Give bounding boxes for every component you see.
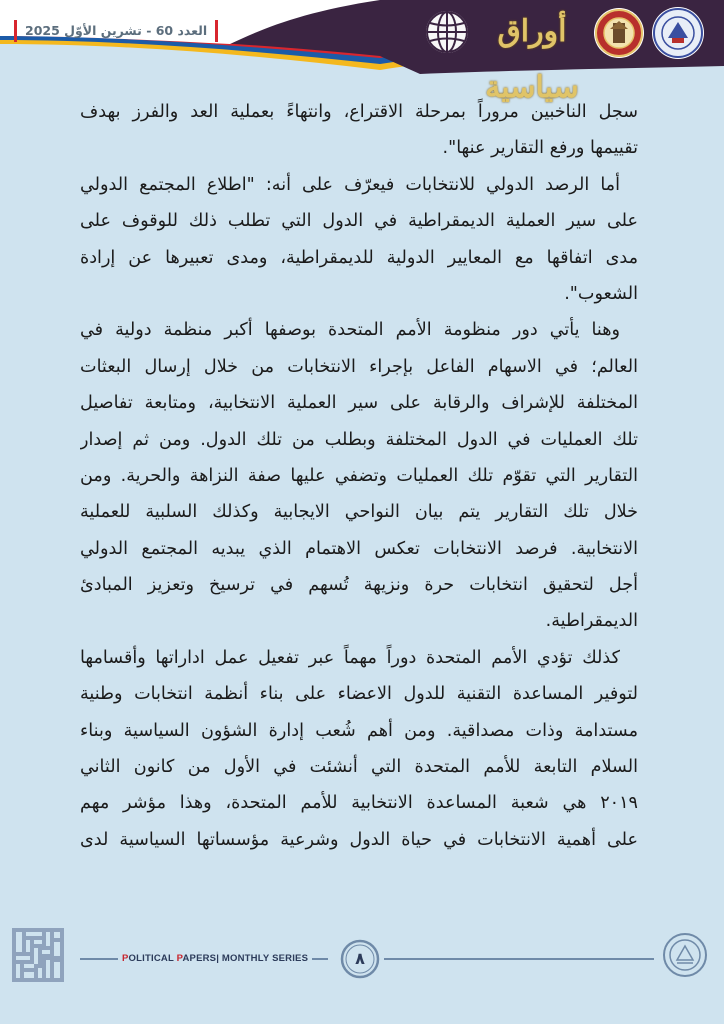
- series-label-initial: P: [122, 953, 129, 964]
- text-line: سجل الناخبين مروراً بمرحلة الاقتراع، وانتهاءً بعملية العد والفرز بهدف: [80, 102, 638, 122]
- institution-seal-icon: [593, 7, 645, 59]
- text-line: وهنا يأتي دور منظومة الأمم المتحدة بوصفها أكبر منظمة دولية في: [80, 320, 620, 341]
- issue-label: العدد 60 - تشرين الأوّل 2025: [14, 20, 218, 42]
- series-label: [118, 950, 312, 968]
- series-label-word: | MONTHLY SERIES: [216, 953, 309, 964]
- text-line: أما الرصد الدولي للانتخابات فيعرّف على أنه: "اطلاع المجتمع الدولي: [80, 174, 620, 195]
- article-body: [80, 94, 638, 858]
- text-line: المختلفة للإشراف والرقابة على سير العملية الانتخابية، ومتابعة تفاصيل: [80, 393, 638, 414]
- page-number: ٨: [355, 949, 365, 968]
- text-line: على أهمية الانتخابات في حياة الدول وشرعية مؤسساتها السياسية لدى: [80, 829, 638, 850]
- university-seal-icon: [651, 6, 705, 60]
- text-line: الشعوب".: [564, 283, 638, 304]
- text-line: الديمقراطية.: [545, 611, 638, 632]
- text-line: خلال تلك التقارير يتم بيان النواحي الايجابية وكذلك السلبية للعملية: [80, 502, 638, 523]
- page-footer: [0, 928, 724, 988]
- text-line: العالم؛ في الاسهام الفاعل بإجراء الانتخابات من خلال إرسال البعثات: [80, 356, 638, 377]
- series-label-word: OLITICAL: [128, 953, 177, 964]
- text-line: مدى اتفاقها مع المعايير الدولية للديمقراطية، ومدى تعبيرها عن إرادة: [80, 247, 638, 268]
- publication-logo-text: أوراق سياسية: [485, 14, 579, 105]
- footer-seal-icon: [662, 932, 708, 978]
- text-line: لتوفير المساعدة التقنية للدول الاعضاء على بناء أنظمة انتخابات وطنية: [80, 684, 638, 705]
- text-line: مستدامة وذات مصداقية. ومن أهم شُعب إدارة الشؤون السياسية وبناء: [80, 720, 638, 741]
- globe-icon: [424, 9, 470, 55]
- text-line: السلام التابعة للأمم المتحدة التي أنشئت في الأول من كانون الثاني: [80, 757, 638, 778]
- footer-rule-right: [384, 958, 654, 960]
- series-label-word: APERS: [182, 953, 217, 964]
- text-line: ٢٠١٩ هي شعبة المساعدة الانتخابية للأمم المتحدة، وهذا مؤشر مهم: [80, 793, 638, 814]
- text-line: كذلك تؤدي الأمم المتحدة دوراً مهماً عبر تفعيل عمل اداراتها وأقسامها: [80, 647, 620, 668]
- text-line: الانتخابية. فرصد الانتخابات تعكس الاهتمام الذي يبديه المجتمع الدولي: [80, 538, 638, 559]
- text-line: أجل لتحقيق انتخابات حرة ونزيهة تُسهم في ترسيخ وتعزيز المبادئ: [80, 575, 638, 596]
- text-line: تلك العمليات في الدول المختلفة وبطلب من تلك الدول. ومن ثم إصدار: [80, 429, 638, 450]
- text-line: على سير العملية الديمقراطية في الدول التي تطلب ذلك للوقوف على: [80, 211, 638, 232]
- publication-logo: [476, 4, 588, 105]
- series-label-initial: P: [176, 953, 183, 964]
- text-line: التقارير التي تقوّم تلك العمليات وتضفي عليها صفة النزاهة والحرية. ومن: [80, 465, 638, 486]
- text-line: تقييمها ورفع التقارير عنها".: [442, 138, 638, 159]
- kufic-pattern-icon: [12, 928, 64, 982]
